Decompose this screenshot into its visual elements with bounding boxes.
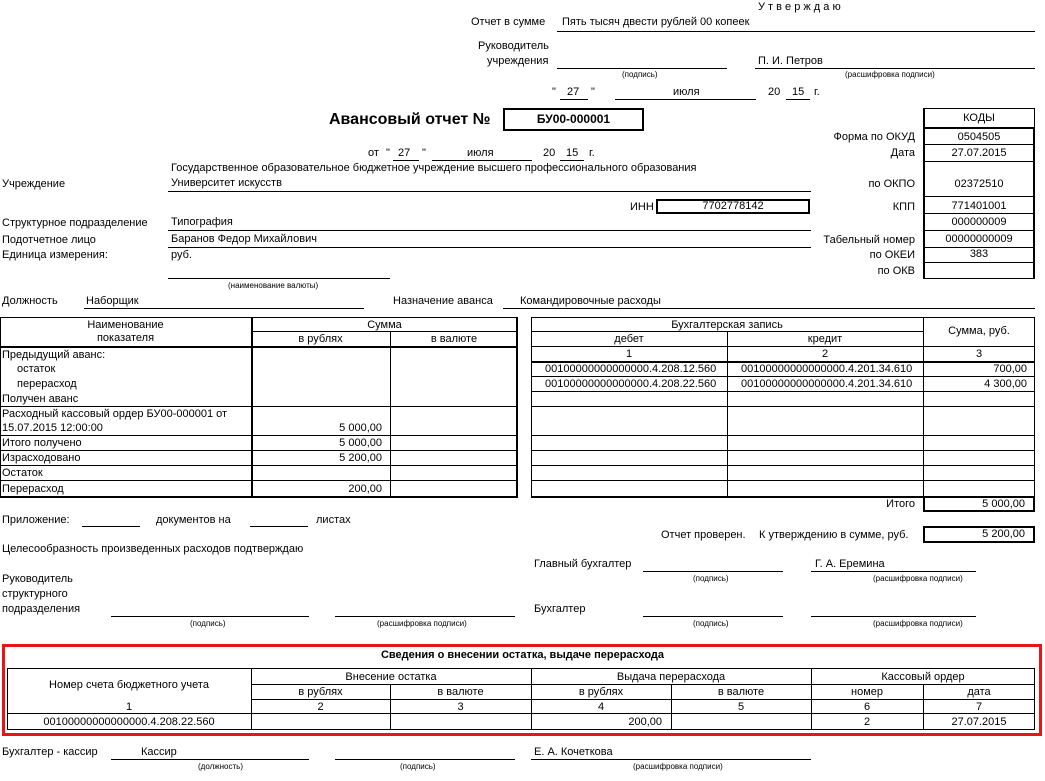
row-prev-advance: Предыдущий аванс: — [2, 349, 106, 361]
unit-label: Единица измерения: — [2, 249, 108, 261]
row-balance: Остаток — [2, 467, 43, 479]
info-n6: 6 — [863, 701, 871, 713]
info-dep-cur-head: в валюте — [437, 686, 484, 698]
approve-head-label-2: учреждения — [487, 55, 549, 67]
row-cash-order-rub: 5 000,00 — [339, 422, 382, 434]
row-spent-rub: 5 200,00 — [339, 452, 382, 464]
col-sum: Сумма — [367, 319, 402, 331]
head-sub-line-3: подразделения — [2, 603, 81, 615]
entry-1-credit: 00100000000000000.4.201.34.610 — [741, 363, 913, 375]
approve-quote-open: " — [552, 86, 556, 98]
info-col-issue: Выдача перерасхода — [616, 671, 726, 683]
col-sum-rub: Сумма, руб. — [948, 325, 1010, 337]
col-entry: Бухгалтерская запись — [671, 319, 783, 331]
num-1: 1 — [625, 348, 633, 360]
col-rub: в рублях — [298, 333, 343, 345]
accountant-decode-caption: (расшифровка подписи) — [873, 619, 963, 628]
chief-label: Главный бухгалтер — [534, 558, 632, 570]
info-col-order: Кассовый ордер — [881, 671, 965, 683]
currency-caption: (наименование валюты) — [228, 281, 319, 290]
row-received: Получен аванс — [2, 393, 79, 405]
okpo-value: 02372510 — [954, 178, 1004, 190]
info-n5: 5 — [737, 701, 745, 713]
date-label: Дата — [890, 147, 915, 159]
attach-label: Приложение: — [2, 514, 70, 526]
expediency-text: Целесообразность произведенных расходов подтверждаю — [2, 543, 304, 555]
okei-value: 383 — [969, 248, 989, 260]
subdivision-label: Структурное подразделение — [2, 217, 148, 229]
subdivision-code: 000000009 — [951, 216, 1007, 228]
approve-year-suffix: г. — [814, 86, 820, 98]
entry-1-debit: 00100000000000000.4.208.12.560 — [545, 363, 717, 375]
date-value: 27.07.2015 — [951, 147, 1007, 159]
head-sub-line-2: структурного — [2, 588, 68, 600]
cashier-name: Е. А. Кочеткова — [534, 746, 613, 758]
info-row-order-date: 27.07.2015 — [951, 716, 1007, 728]
col-cur: в валюте — [430, 333, 478, 345]
accountant-sign-caption: (подпись) — [693, 619, 729, 628]
row-cash-order: Расходный кассовый ордер БУ00-000001 от — [2, 408, 228, 420]
org-label: Учреждение — [2, 178, 66, 190]
attach-sheets-label: листах — [316, 514, 351, 526]
kpp-label: КПП — [892, 201, 915, 213]
kpp-value: 771401001 — [951, 200, 1007, 212]
approve-head-label-1: Руководитель — [478, 40, 549, 52]
chief-decode-caption: (расшифровка подписи) — [873, 574, 963, 583]
title-year-prefix: 20 — [543, 147, 556, 159]
report-title: Авансовый отчет № — [329, 111, 491, 128]
tab-value: 00000000009 — [945, 233, 1013, 245]
info-col-deposit: Внесение остатка — [345, 671, 437, 683]
row-spent: Израсходовано — [2, 452, 81, 464]
col-credit: кредит — [807, 333, 843, 345]
info-iss-rub-head: в рублях — [578, 686, 624, 698]
info-row-account: 00100000000000000.4.208.22.560 — [43, 716, 215, 728]
info-n4: 4 — [597, 701, 605, 713]
person-value: Баранов Федор Михайлович — [171, 233, 317, 245]
tab-label: Табельный номер — [823, 234, 915, 246]
okei-label: по ОКЕИ — [869, 249, 915, 261]
total-label: Итого — [886, 498, 915, 510]
cashier-label: Бухгалтер - кассир — [2, 746, 98, 758]
cashier-position: Кассир — [141, 746, 177, 758]
report-sum-label: Отчет в сумме — [471, 16, 546, 28]
entry-2-sum: 4 300,00 — [984, 378, 1027, 390]
num-3: 3 — [975, 348, 983, 360]
position-value: Наборщик — [86, 295, 139, 307]
entry-2-debit: 00100000000000000.4.208.22.560 — [545, 378, 717, 390]
title-quote-open: " — [386, 147, 390, 159]
approve-year-prefix: 20 — [768, 86, 781, 98]
org-line-1: Государственное образовательное бюджетное учреждение высшего профессионального образования — [171, 162, 697, 174]
row-remainder: остаток — [17, 363, 56, 375]
org-line-2: Университет искусств — [171, 177, 282, 189]
okpo-label: по ОКПО — [868, 178, 915, 190]
checked-label: Отчет проверен. — [661, 529, 746, 541]
title-day: 27 — [398, 147, 411, 159]
info-order-num-head: номер — [851, 686, 883, 698]
row-overspend: перерасход — [17, 378, 77, 390]
info-dep-rub-head: в рублях — [298, 686, 343, 698]
title-year: 15 — [566, 147, 579, 159]
col-debit: дебет — [614, 333, 644, 345]
row-overrun-rub: 200,00 — [348, 483, 382, 495]
entry-1-sum: 700,00 — [993, 363, 1027, 375]
info-row-iss-rub: 200,00 — [628, 716, 662, 728]
checked-approve-label: К утверждению в сумме, руб. — [759, 529, 909, 541]
cashier-decode-caption: (расшифровка подписи) — [633, 762, 723, 771]
chief-name: Г. А. Еремина — [815, 558, 885, 570]
row-cash-order-date: 15.07.2015 12:00:00 — [2, 422, 103, 434]
okv-label: по ОКВ — [877, 265, 915, 277]
report-sum-words: Пять тысяч двести рублей 00 копеек — [562, 16, 750, 28]
position-label: Должность — [2, 295, 58, 307]
attach-docs-label: документов на — [156, 514, 231, 526]
info-col-account: Номер счета бюджетного учета — [49, 679, 209, 691]
row-overrun: Перерасход — [2, 483, 64, 495]
cashier-position-caption: (должность) — [198, 762, 243, 771]
approve-decode-caption: (расшифровка подписи) — [845, 70, 935, 79]
col-name-2: показателя — [96, 332, 155, 344]
info-row-order-num: 2 — [863, 716, 871, 728]
unit-value: руб. — [171, 249, 192, 261]
approve-head-name: П. И. Петров — [758, 55, 823, 67]
total-value: 5 000,00 — [923, 496, 1035, 512]
subdivision-value: Типография — [171, 216, 233, 228]
info-n3: 3 — [457, 701, 464, 713]
head-sub-decode-caption: (расшифровка подписи) — [377, 619, 467, 628]
title-year-suffix: г. — [589, 147, 595, 159]
info-title: Сведения о внесении остатка, выдаче перерасхода — [380, 649, 665, 661]
chief-sign-caption: (подпись) — [693, 574, 729, 583]
approve-heading: У т в е р ж д а ю — [758, 1, 841, 13]
purpose-value: Командировочные расходы — [520, 295, 661, 307]
head-sub-line-1: Руководитель — [2, 573, 73, 585]
info-n2: 2 — [317, 701, 324, 713]
info-n7: 7 — [975, 701, 983, 713]
title-quote-close: " — [422, 147, 426, 159]
title-date-prefix: от — [368, 147, 379, 159]
checked-amount: 5 200,00 — [923, 526, 1035, 543]
row-total-received: Итого получено — [2, 437, 82, 449]
inn-value: 7702778142 — [656, 199, 810, 214]
accountant-label: Бухгалтер — [534, 603, 586, 615]
cashier-sign-caption: (подпись) — [400, 762, 436, 771]
title-month: июля — [467, 147, 494, 159]
approve-sign-caption: (подпись) — [622, 70, 658, 79]
approve-month: июля — [673, 86, 700, 98]
num-2: 2 — [821, 348, 829, 360]
approve-quote-close: " — [591, 86, 595, 98]
report-number: БУ00-000001 — [503, 108, 644, 131]
purpose-label: Назначение аванса — [393, 295, 493, 307]
info-iss-cur-head: в валюте — [717, 686, 765, 698]
entry-2-credit: 00100000000000000.4.201.34.610 — [741, 378, 913, 390]
approve-day: 27 — [567, 86, 580, 98]
row-total-received-rub: 5 000,00 — [339, 437, 382, 449]
info-order-date-head: дата — [967, 686, 991, 698]
info-n1: 1 — [125, 701, 133, 713]
head-sub-sign-caption: (подпись) — [190, 619, 226, 628]
approve-year: 15 — [792, 86, 805, 98]
codes-header: КОДЫ — [963, 112, 995, 124]
okud-value: 0504505 — [957, 131, 1001, 143]
col-name-1: Наименование — [87, 319, 164, 331]
okud-label: Форма по ОКУД — [833, 131, 915, 143]
person-label: Подотчетное лицо — [2, 234, 96, 246]
inn-label: ИНН — [630, 201, 654, 213]
